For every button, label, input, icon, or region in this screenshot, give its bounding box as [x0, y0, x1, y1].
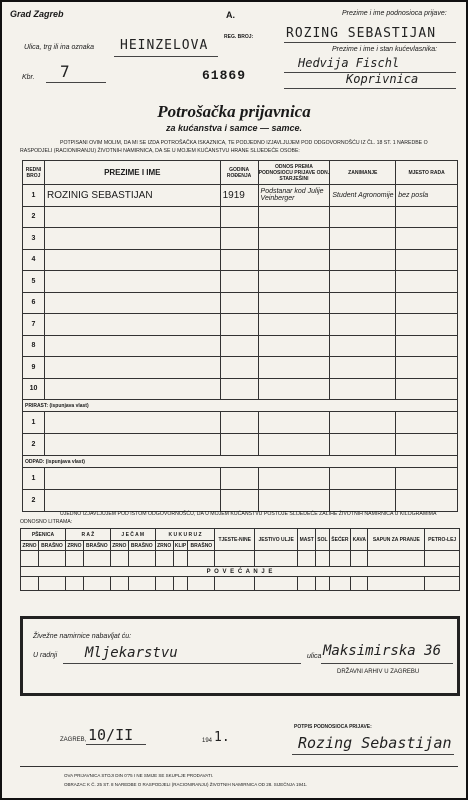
row-number: 2	[23, 206, 45, 228]
row-number: 1	[23, 185, 45, 207]
row-number: 6	[23, 292, 45, 314]
row-number: 8	[23, 335, 45, 357]
person-row	[23, 292, 458, 314]
empty-cell	[396, 434, 458, 456]
food-other-header: JESTIVO ULJE	[255, 529, 298, 551]
empty-cell	[220, 490, 258, 512]
food-value-cell	[173, 577, 188, 591]
food-other-header: TJESTE-NINE	[215, 529, 255, 551]
row-number: 5	[23, 271, 45, 293]
food-sub-header: KLIP	[174, 542, 187, 549]
food-group-header: J E Č A M	[110, 529, 155, 541]
empty-cell	[330, 412, 396, 434]
food-value-cell	[39, 551, 66, 567]
food-value-cell	[128, 551, 155, 567]
intro-text: POTPISANI OVIM MOLIM, DA MI SE IZDA POTROŠAČKA ISKAZNICA, TE PODJEDNO IZJAVLJUJEM POD ODGOVORNOŠĆU IZ ČL. 18 ST. 1 NAREDBE O RASPODJELI (RACIONIRANJU) ŽIVOTNIH NAMIRNICA, DA SE U MOJEM KUĆANSTVU HRANE SLIJEDEĆE OSOBE:	[20, 140, 428, 154]
street-value: HEINZELOVA	[120, 38, 209, 53]
note-regulation: OBRAZAC K Č. 25 ST. 8 NAREDBE O RASPODJELI (RACIONIRANJU) ŽIVOTNIH NAMIRNICA OD 28. SIJEČNJA 1941.	[64, 782, 308, 787]
food-group-header: R A Ž	[65, 529, 110, 541]
shop-label: U radnji	[33, 652, 58, 659]
empty-cell	[258, 468, 330, 490]
occupation	[330, 292, 396, 314]
empty-cell	[220, 468, 258, 490]
person-row	[23, 249, 458, 271]
food-value-cell	[173, 551, 188, 567]
person-row	[23, 271, 458, 293]
food-value-cell	[215, 577, 255, 591]
person-row	[23, 314, 458, 336]
relation	[258, 335, 330, 357]
food-sub-header: BRAŠNO	[188, 541, 215, 551]
household-town: Koprivnica	[346, 72, 419, 86]
food-stock-table	[20, 528, 460, 591]
workplace	[396, 249, 458, 271]
workplace	[396, 206, 458, 228]
food-group-header: K U K U R U Z	[155, 529, 215, 541]
person-name	[44, 357, 220, 379]
col-header-no: REDNI BROJ	[23, 161, 45, 185]
relation	[258, 314, 330, 336]
workplace	[396, 292, 458, 314]
person-name	[44, 378, 220, 400]
row-number: 9	[23, 357, 45, 379]
food-other-header: MAST	[298, 529, 316, 551]
food-value-cell	[21, 551, 39, 567]
prirast-label: PRIRAST: (ispunjava vlast)	[23, 400, 458, 412]
birth-year	[220, 292, 258, 314]
supply-street-value: Maksimirska 36	[323, 643, 442, 659]
food-value-cell	[351, 577, 368, 591]
relation: Podstanar kod Julije Veinberger	[258, 185, 330, 207]
birth-year	[220, 271, 258, 293]
person-name	[44, 249, 220, 271]
relation	[258, 249, 330, 271]
row-number: 4	[23, 249, 45, 271]
food-other-header: KAVA	[351, 529, 368, 551]
relation	[258, 206, 330, 228]
row-number: 7	[23, 314, 45, 336]
food-sub-header: BRAŠNO	[128, 541, 155, 551]
empty-cell	[44, 412, 220, 434]
food-value-cell	[255, 551, 298, 567]
shop-value: Mljekarstvu	[85, 645, 178, 661]
food-value-cell	[215, 551, 255, 567]
workplace	[396, 335, 458, 357]
food-sub-header: ZRNO	[67, 542, 82, 549]
supply-label: Živežne namirnice nabavljat ću:	[33, 633, 132, 640]
prirast-row	[23, 434, 458, 456]
food-value-cell	[83, 551, 110, 567]
form-letter: A.	[226, 10, 235, 20]
odpad-label: ODPAD: (ispunjava vlast)	[23, 456, 458, 468]
birth-year	[220, 378, 258, 400]
col-header-relation: ODNOS PREMA PODNOSIOCU PRIJAVE ODN. STARJEŠINI	[258, 161, 330, 185]
empty-cell	[44, 490, 220, 512]
person-name	[44, 228, 220, 250]
form-subtitle: za kućanstva i samce — samce.	[165, 123, 303, 133]
food-value-cell	[255, 577, 298, 591]
archive-stamp: DRŽAVNI ARHIV U ZAGREBU	[337, 669, 420, 675]
row-number: 2	[23, 434, 45, 456]
food-sub-header: BRAŠNO	[39, 541, 66, 551]
col-header-year: GODINA ROĐENJA	[220, 161, 258, 185]
birth-year	[220, 249, 258, 271]
household-name: Hedvija Fischl	[298, 56, 400, 70]
workplace: bez posla	[396, 185, 458, 207]
occupation	[330, 378, 396, 400]
food-other-header: PETRO-LEJ	[425, 529, 460, 551]
row-number: 1	[23, 468, 45, 490]
empty-cell	[44, 434, 220, 456]
empty-cell	[258, 434, 330, 456]
workplace	[396, 378, 458, 400]
occupation	[330, 335, 396, 357]
food-group-header: PŠENICA	[21, 529, 66, 541]
birth-year	[220, 206, 258, 228]
row-number: 1	[23, 412, 45, 434]
empty-cell	[220, 412, 258, 434]
birth-year	[220, 228, 258, 250]
relation	[258, 357, 330, 379]
food-value-cell	[65, 551, 83, 567]
supply-box	[20, 616, 460, 696]
kbr-label: Kbr.	[22, 74, 35, 81]
food-value-cell	[21, 577, 39, 591]
birth-year: 1919	[220, 185, 258, 207]
applicant-label: Prezime i ime podnosioca prijave:	[342, 10, 447, 17]
food-value-cell	[188, 577, 215, 591]
empty-cell	[258, 412, 330, 434]
person-name	[44, 271, 220, 293]
workplace	[396, 314, 458, 336]
relation	[258, 228, 330, 250]
city-label: Grad Zagreb	[10, 9, 64, 19]
household-label: Prezime i ime i stan kućevlasnika:	[332, 46, 438, 53]
food-value-cell	[329, 577, 351, 591]
empty-cell	[44, 468, 220, 490]
row-number: 10	[23, 378, 45, 400]
form-title: Potrošačka prijavnica	[157, 102, 311, 121]
occupation	[330, 206, 396, 228]
empty-cell	[396, 412, 458, 434]
person-row	[23, 206, 458, 228]
food-value-cell	[329, 551, 351, 567]
food-value-cell	[83, 577, 110, 591]
empty-cell	[330, 490, 396, 512]
food-sub-header: ZRNO	[22, 542, 37, 549]
food-value-cell	[298, 551, 316, 567]
povecanje-label: P O V E Ć A N J E	[21, 567, 460, 577]
occupation	[330, 271, 396, 293]
person-name	[44, 314, 220, 336]
note-price: OVA PRIJAVNICA STOJI DIN 0'75 I NE SMIJE SE SKUPLJE PRODAVATI.	[64, 773, 214, 778]
person-name	[44, 335, 220, 357]
applicant-name: ROZING SEBASTIJAN	[286, 26, 437, 41]
person-row	[23, 185, 458, 207]
stock-intro: UJEDNO IZJAVLJUJEM POD ISTOM ODGOVORNOŠĆU, DA U MOJEM KUĆANSTVU POSTOJE SLIJEDEĆE ZALIHE ŽIVOTNIH NAMIRNICA U KILOGRAMIMA ODNOSNO LITRAMA:	[20, 511, 437, 525]
occupation	[330, 228, 396, 250]
food-value-cell	[65, 577, 83, 591]
workplace	[396, 271, 458, 293]
col-header-occupation: ZANIMANJE	[330, 161, 396, 185]
food-value-cell	[316, 577, 329, 591]
person-row	[23, 378, 458, 400]
relation	[258, 292, 330, 314]
birth-year	[220, 357, 258, 379]
person-name: ROZINIG SEBASTIJAN	[44, 185, 220, 207]
food-other-header: SOL	[316, 529, 329, 551]
relation	[258, 378, 330, 400]
empty-cell	[330, 434, 396, 456]
birth-year	[220, 335, 258, 357]
prirast-row	[23, 412, 458, 434]
food-other-header: ŠEĆER	[329, 529, 351, 551]
empty-cell	[220, 434, 258, 456]
person-name	[44, 206, 220, 228]
person-row	[23, 335, 458, 357]
food-value-cell	[155, 577, 173, 591]
street-label: Ulica, trg ili ina oznaka	[24, 44, 95, 51]
birth-year	[220, 314, 258, 336]
food-value-cell	[298, 577, 316, 591]
food-value-cell	[425, 551, 460, 567]
place-label: ZAGREB,	[60, 737, 87, 743]
occupation: Student Agronomije	[330, 185, 396, 207]
food-value-cell	[128, 577, 155, 591]
registration-form	[2, 2, 466, 798]
occupation	[330, 314, 396, 336]
food-sub-header: ZRNO	[112, 542, 127, 549]
row-number: 3	[23, 228, 45, 250]
empty-cell	[396, 468, 458, 490]
col-header-name: PREZIME I IME	[44, 161, 220, 185]
workplace	[396, 357, 458, 379]
persons-table	[22, 160, 458, 512]
occupation	[330, 249, 396, 271]
food-value-cell	[316, 551, 329, 567]
signature-label: POTPIS PODNOSIOCA PRIJAVE:	[294, 724, 372, 730]
relation	[258, 271, 330, 293]
odpad-row	[23, 490, 458, 512]
reg-label: REG. BROJ:	[224, 34, 254, 40]
food-value-cell	[368, 577, 425, 591]
food-value-cell	[368, 551, 425, 567]
kbr-value: 7	[60, 62, 70, 81]
year-prefix: 194	[202, 738, 213, 744]
food-value-cell	[155, 551, 173, 567]
person-row	[23, 228, 458, 250]
food-value-cell	[425, 577, 460, 591]
year-value: 1.	[214, 730, 230, 745]
signature-value: Rozing Sebastijan	[298, 734, 452, 752]
odpad-row	[23, 468, 458, 490]
supply-street-label: ulica	[307, 653, 322, 660]
food-value-cell	[110, 577, 128, 591]
food-other-header: SAPUN ZA PRANJE	[368, 529, 425, 551]
person-name	[44, 292, 220, 314]
food-value-cell	[188, 551, 215, 567]
food-sub-header: BRAŠNO	[83, 541, 110, 551]
date-value: 10/II	[88, 726, 134, 744]
food-value-cell	[351, 551, 368, 567]
reg-number: 61869	[202, 68, 247, 83]
food-value-cell	[110, 551, 128, 567]
empty-cell	[396, 490, 458, 512]
food-sub-header: ZRNO	[157, 542, 172, 549]
occupation	[330, 357, 396, 379]
col-header-workplace: MJESTO RADA	[396, 161, 458, 185]
workplace	[396, 228, 458, 250]
empty-cell	[258, 490, 330, 512]
row-number: 2	[23, 490, 45, 512]
food-value-cell	[39, 577, 66, 591]
empty-cell	[330, 468, 396, 490]
person-row	[23, 357, 458, 379]
